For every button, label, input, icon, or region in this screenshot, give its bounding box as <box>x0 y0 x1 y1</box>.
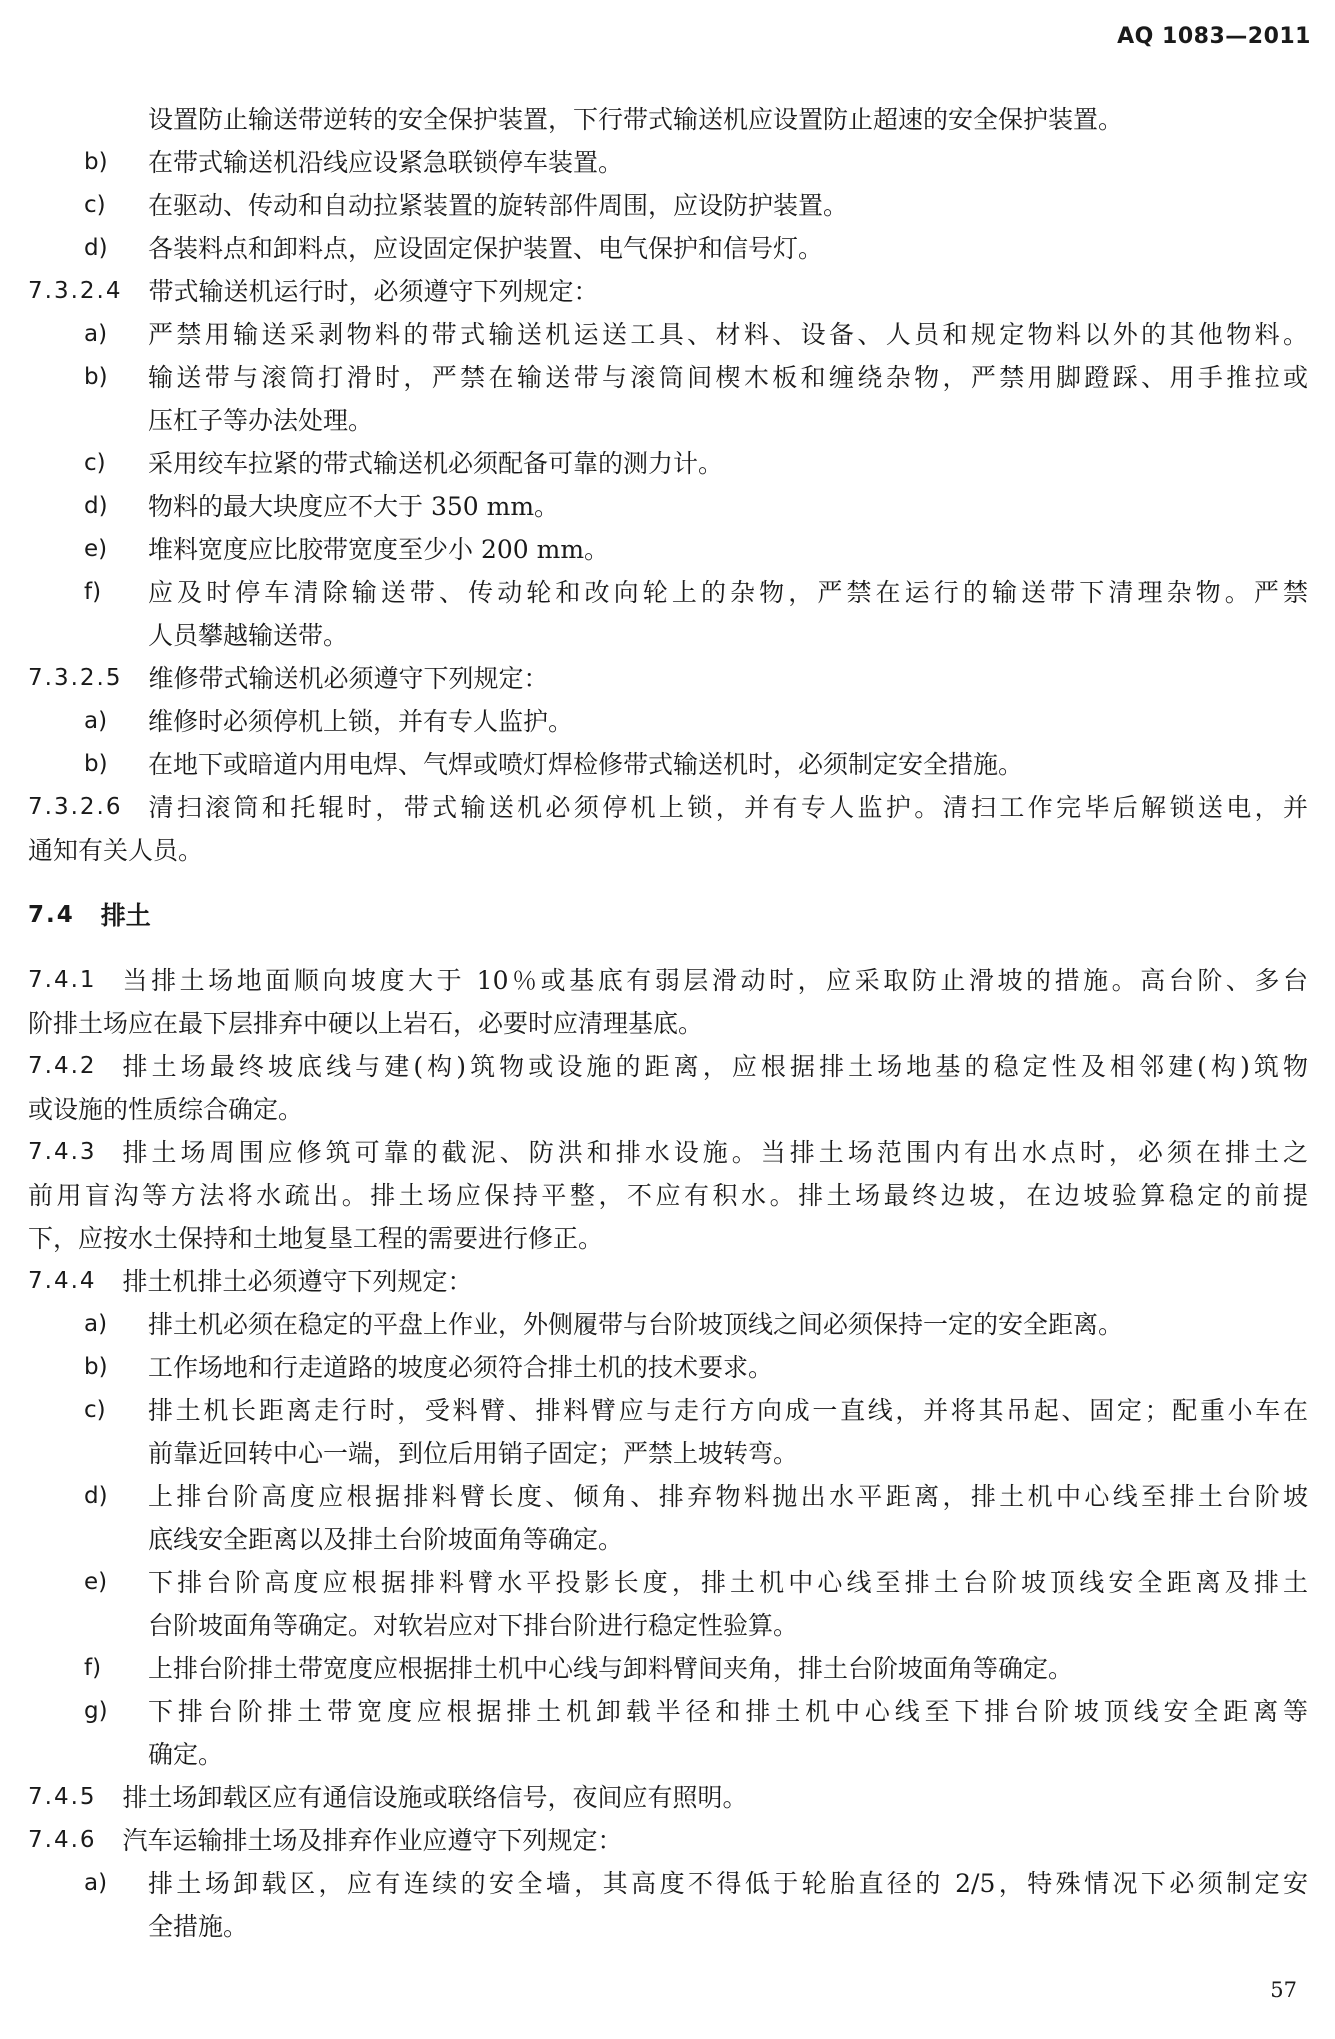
list-marker: b) <box>84 751 108 777</box>
clause-line <box>28 1131 1308 1174</box>
list-item-body <box>148 485 1308 528</box>
list-marker: c) <box>84 450 106 476</box>
list-marker: a) <box>84 321 108 347</box>
list-marker: b) <box>84 364 108 390</box>
list-marker: d) <box>84 235 108 261</box>
list-item-body <box>148 141 1308 184</box>
clause-line <box>28 270 1308 313</box>
list-item-body <box>148 700 1308 743</box>
list-marker: f) <box>84 1655 102 1681</box>
list-marker: a) <box>84 1870 108 1896</box>
list-item <box>28 1389 1308 1432</box>
list-item-text: 排土机必须在稳定的平盘上作业，外侧履带与台阶坡顶线之间必须保持一定的安全距离。 <box>148 1310 1124 1339</box>
list-item-text: 物料的最大块度应不大于 350 mm。 <box>148 492 560 521</box>
list-item <box>28 141 1308 184</box>
list-item-body <box>148 743 1308 786</box>
list-item-text: 上排台阶排土带宽度应根据排土机中心线与卸料臂间夹角，排土台阶坡面角等确定。 <box>148 1654 1074 1683</box>
clause-line <box>28 959 1308 1002</box>
clause-text: 汽车运输排土场及排弃作业应遵守下列规定： <box>122 1826 623 1855</box>
list-item-continuation: 设置防止输送带逆转的安全保护装置，下行带式输送机应设置防止超速的安全保护装置。 <box>148 105 1124 134</box>
section-title: 排土 <box>100 901 151 930</box>
list-item <box>28 528 1308 571</box>
list-marker: d) <box>84 1483 108 1509</box>
list-item-text: 输送带与滚筒打滑时，严禁在输送带与滚筒间楔木板和缠绕杂物，严禁用脚蹬踩、用手推拉或 <box>148 363 1308 392</box>
paragraph-line: 下，应按水土保持和土地复垦工程的需要进行修正。 <box>28 1224 604 1253</box>
list-item <box>28 1862 1308 1905</box>
clause-line <box>28 1045 1308 1088</box>
list-marker: f) <box>84 579 102 605</box>
list-item-text: 各装料点和卸料点，应设固定保护装置、电气保护和信号灯。 <box>148 234 824 263</box>
list-marker: g) <box>84 1698 108 1724</box>
list-item <box>28 356 1308 399</box>
list-item-body <box>148 313 1308 356</box>
clause-line <box>28 786 1308 829</box>
section-number: 7.4 <box>28 902 75 928</box>
list-item-body <box>148 227 1308 270</box>
list-item-text: 维修时必须停机上锁，并有专人监护。 <box>148 707 574 736</box>
clause-number: 7.3.2.4 <box>28 278 123 304</box>
list-item-text: 在地下或暗道内用电焊、气焊或喷灯焊检修带式输送机时，必须制定安全措施。 <box>148 750 1024 779</box>
list-item-text: 下排台阶排土带宽度应根据排土机卸载半径和排土机中心线至下排台阶坡顶线安全距离等 <box>148 1697 1308 1726</box>
list-item <box>28 1647 1308 1690</box>
paragraph-line: 或设施的性质综合确定。 <box>28 1095 304 1124</box>
list-item <box>28 1561 1308 1604</box>
list-marker: b) <box>84 1354 108 1380</box>
list-item <box>28 1303 1308 1346</box>
list-item <box>28 442 1308 485</box>
list-item-text: 在驱动、传动和自动拉紧装置的旋转部件周围，应设防护装置。 <box>148 191 849 220</box>
clause-number: 7.3.2.6 <box>28 794 123 820</box>
list-item-text: 堆料宽度应比胶带宽度至少小 200 mm。 <box>148 535 610 564</box>
clause-text: 排土场卸载区应有通信设施或联络信号，夜间应有照明。 <box>122 1783 748 1812</box>
list-marker: c) <box>84 192 106 218</box>
clause-text: 当排土场地面顺向坡度大于 10％或基底有弱层滑动时，应采取防止滑坡的措施。高台阶、多台 <box>122 966 1308 995</box>
list-item <box>28 571 1308 614</box>
list-item-text: 排土机长距离走行时，受料臂、排料臂应与走行方向成一直线，并将其吊起、固定；配重小车在 <box>148 1396 1308 1425</box>
list-item-body <box>148 571 1308 614</box>
clause-line <box>28 1260 1308 1303</box>
paragraph-line: 阶排土场应在最下层排弃中硬以上岩石，必要时应清理基底。 <box>28 1009 704 1038</box>
list-item-body <box>148 442 1308 485</box>
clause-text: 带式输送机运行时，必须遵守下列规定： <box>148 277 599 306</box>
paragraph-line: 通知有关人员。 <box>28 836 204 865</box>
list-item-body <box>148 1862 1308 1905</box>
clause-line <box>28 1776 1308 1819</box>
list-item-body <box>148 184 1308 227</box>
document-code: AQ 1083—2011 <box>1117 24 1311 49</box>
list-item-body <box>148 1389 1308 1432</box>
list-item-text: 工作场地和行走道路的坡度必须符合排土机的技术要求。 <box>148 1353 774 1382</box>
paragraph-line: 前用盲沟等方法将水疏出。排土场应保持平整，不应有积水。排土场最终边坡，在边坡验算稳定的前提 <box>28 1181 1308 1210</box>
document-body <box>28 98 1308 1948</box>
list-item <box>28 700 1308 743</box>
list-item-body <box>148 1561 1308 1604</box>
list-item-continuation: 压杠子等办法处理。 <box>148 406 374 435</box>
clause-number: 7.4.1 <box>28 967 97 993</box>
list-item-text: 应及时停车清除输送带、传动轮和改向轮上的杂物，严禁在运行的输送带下清理杂物。严禁 <box>148 578 1308 607</box>
clause-number: 7.4.3 <box>28 1139 97 1165</box>
list-marker: a) <box>84 708 108 734</box>
list-item-text: 上排台阶高度应根据排料臂长度、倾角、排弃物料抛出水平距离，排土机中心线至排土台阶坡 <box>148 1482 1308 1511</box>
list-item-continuation: 台阶坡面角等确定。对软岩应对下排台阶进行稳定性验算。 <box>148 1611 799 1640</box>
list-item-body <box>148 1346 1308 1389</box>
list-item <box>28 184 1308 227</box>
list-marker: d) <box>84 493 108 519</box>
clause-text: 排土场最终坡底线与建(构)筑物或设施的距离，应根据排土场地基的稳定性及相邻建(构)筑物 <box>122 1052 1308 1081</box>
section-heading <box>28 894 1308 937</box>
list-item-continuation: 人员攀越输送带。 <box>148 621 349 650</box>
list-marker: c) <box>84 1397 106 1423</box>
clause-text: 排土机排土必须遵守下列规定： <box>122 1267 473 1296</box>
list-item-continuation: 前靠近回转中心一端，到位后用销子固定；严禁上坡转弯。 <box>148 1439 799 1468</box>
list-item-continuation: 确定。 <box>148 1740 224 1769</box>
list-item-text: 在带式输送机沿线应设紧急联锁停车装置。 <box>148 148 624 177</box>
list-item <box>28 227 1308 270</box>
list-marker: a) <box>84 1311 108 1337</box>
list-item-body <box>148 1647 1308 1690</box>
list-item-continuation: 全措施。 <box>148 1912 249 1941</box>
list-item-continuation: 底线安全距离以及排土台阶坡面角等确定。 <box>148 1525 624 1554</box>
clause-number: 7.4.5 <box>28 1784 97 1810</box>
clause-text: 维修带式输送机必须遵守下列规定： <box>148 664 549 693</box>
list-item <box>28 1346 1308 1389</box>
list-item-body <box>148 1475 1308 1518</box>
list-item-text: 严禁用输送采剥物料的带式输送机运送工具、材料、设备、人员和规定物料以外的其他物料。 <box>148 320 1308 349</box>
clause-number: 7.4.6 <box>28 1827 97 1853</box>
list-marker: e) <box>84 536 108 562</box>
clause-number: 7.4.4 <box>28 1268 97 1294</box>
list-item <box>28 743 1308 786</box>
list-marker: b) <box>84 149 108 175</box>
list-item-body <box>148 528 1308 571</box>
clause-line <box>28 657 1308 700</box>
page-number: 57 <box>1270 1978 1297 2002</box>
list-item-body <box>148 356 1308 399</box>
clause-number: 7.3.2.5 <box>28 665 123 691</box>
list-item-body <box>148 1690 1308 1733</box>
list-item <box>28 1690 1308 1733</box>
list-item <box>28 313 1308 356</box>
list-marker: e) <box>84 1569 108 1595</box>
list-item-text: 排土场卸载区，应有连续的安全墙，其高度不得低于轮胎直径的 2/5，特殊情况下必须制定安 <box>148 1869 1308 1898</box>
list-item-text: 采用绞车拉紧的带式输送机必须配备可靠的测力计。 <box>148 449 724 478</box>
list-item-text: 下排台阶高度应根据排料臂水平投影长度，排土机中心线至排土台阶坡顶线安全距离及排土 <box>148 1568 1308 1597</box>
list-item <box>28 1475 1308 1518</box>
list-item-body <box>148 1303 1308 1346</box>
clause-text: 排土场周围应修筑可靠的截泥、防洪和排水设施。当排土场范围内有出水点时，必须在排土之 <box>122 1138 1308 1167</box>
clause-line <box>28 1819 1308 1862</box>
clause-text: 清扫滚筒和托辊时，带式输送机必须停机上锁，并有专人监护。清扫工作完毕后解锁送电，并 <box>148 793 1308 822</box>
clause-number: 7.4.2 <box>28 1053 97 1079</box>
list-item <box>28 485 1308 528</box>
